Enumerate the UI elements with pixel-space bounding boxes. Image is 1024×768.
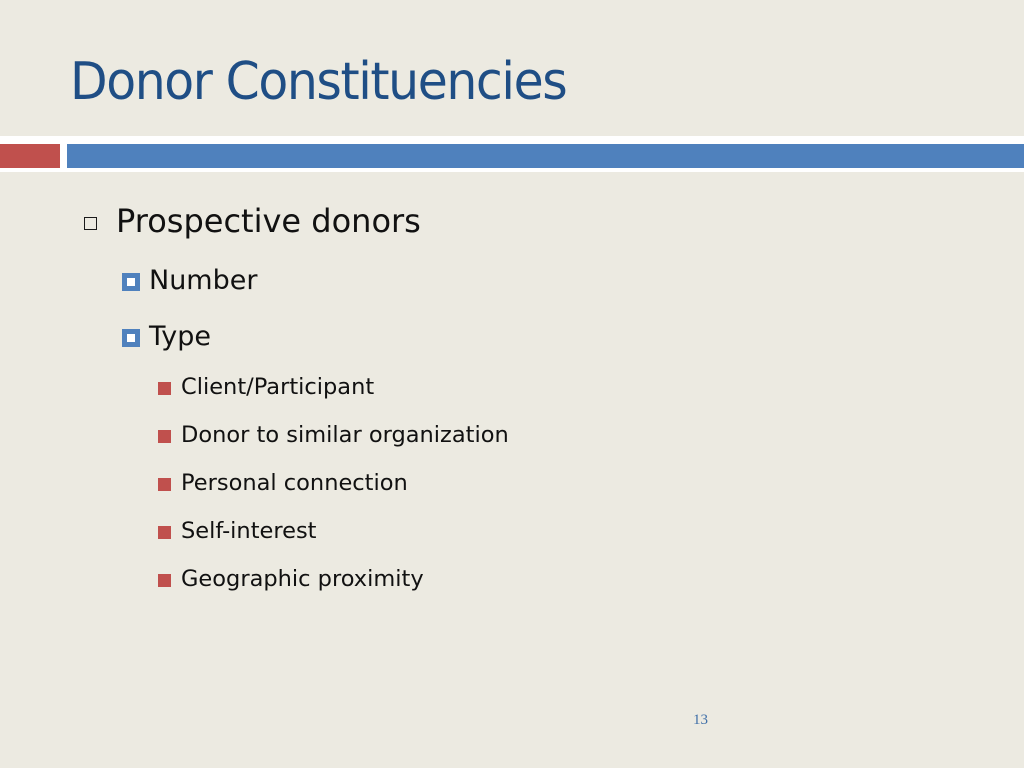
bullet-text: Number — [149, 265, 258, 296]
accent-bar-red — [0, 144, 60, 168]
bullet-level1-prospective-donors — [84, 202, 421, 240]
page-number: 13 — [693, 712, 708, 728]
accent-bar-blue — [67, 144, 1024, 168]
bullet-level3-self-interest — [158, 518, 317, 544]
red-square-bullet-icon — [158, 574, 171, 587]
red-square-bullet-icon — [158, 478, 171, 491]
bullet-text: Personal connection — [181, 470, 408, 496]
bullet-level3-client-participant — [158, 374, 374, 400]
bullet-text: Geographic proximity — [181, 566, 424, 592]
bullet-level3-personal-connection — [158, 470, 408, 496]
bullet-level2-number — [122, 265, 257, 296]
bullet-text: Type — [149, 321, 212, 352]
blue-square-bullet-icon — [122, 329, 140, 347]
bullet-text: Self-interest — [181, 518, 317, 544]
bullet-level2-type — [122, 321, 211, 352]
bullet-text: Prospective donors — [116, 202, 421, 240]
hollow-square-bullet-icon — [84, 217, 97, 230]
bullet-level3-donor-similar-org — [158, 422, 509, 448]
red-square-bullet-icon — [158, 382, 171, 395]
red-square-bullet-icon — [158, 430, 171, 443]
blue-square-bullet-icon — [122, 273, 140, 291]
bullet-text: Donor to similar organization — [181, 422, 509, 448]
slide-title: Donor Constituencies — [70, 52, 567, 112]
bullet-level3-geographic-proximity — [158, 566, 424, 592]
bullet-text: Client/Participant — [181, 374, 375, 400]
red-square-bullet-icon — [158, 526, 171, 539]
